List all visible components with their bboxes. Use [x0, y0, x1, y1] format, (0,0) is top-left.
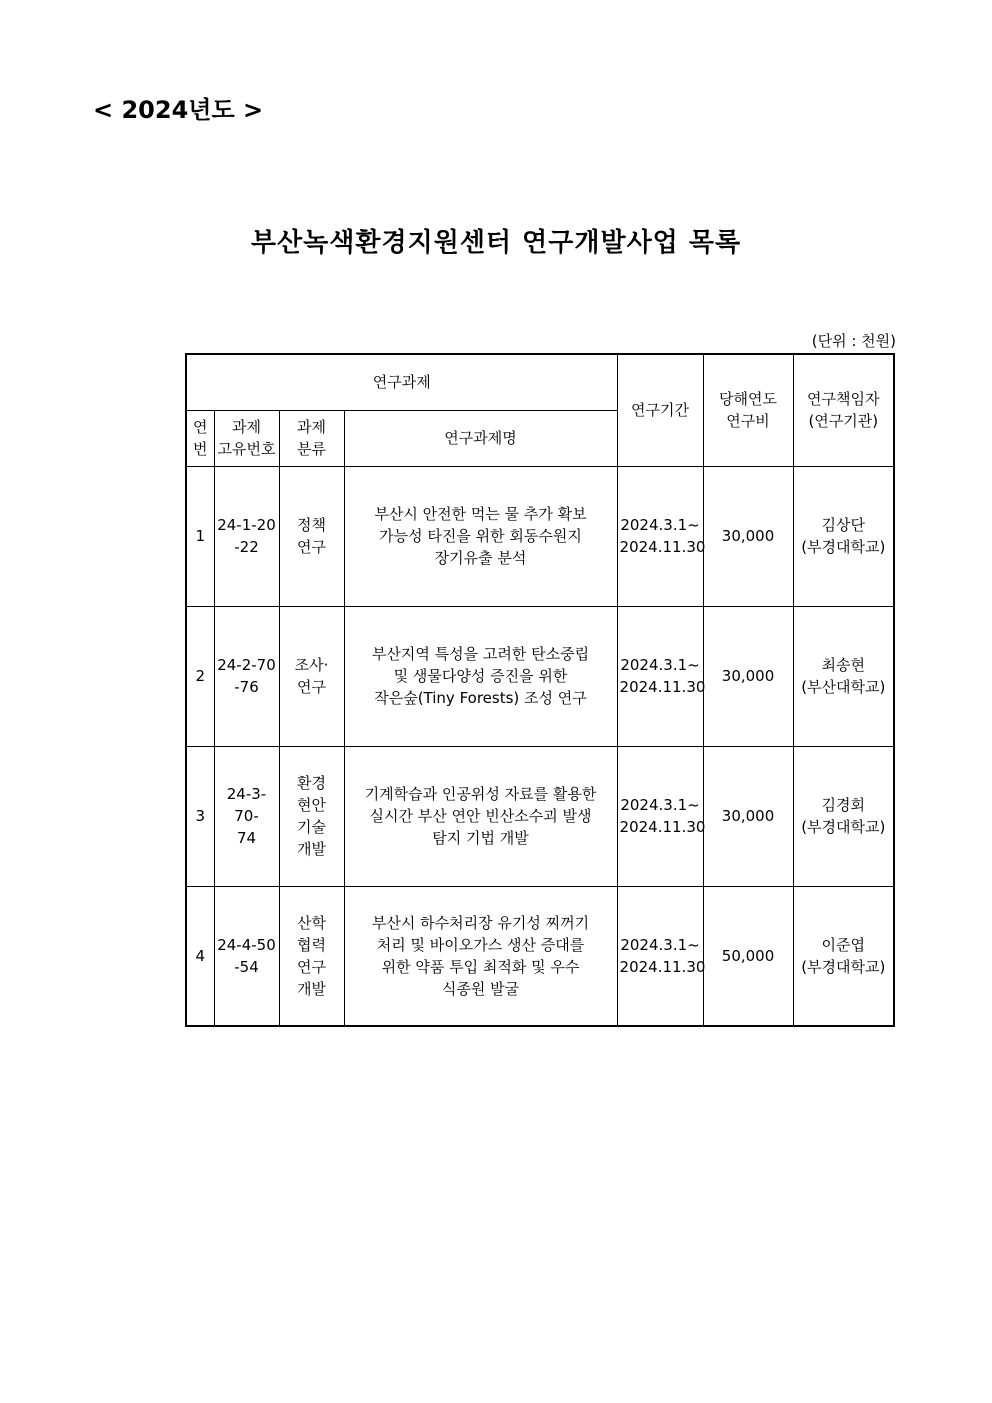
row-name: 부산시 안전한 먹는 물 추가 확보 가능성 타진을 위한 회동수원지 장기유출 분석: [344, 466, 617, 606]
header-category: 과제 분류: [279, 410, 344, 466]
row-lead: 김경회 (부경대학교): [793, 746, 894, 886]
row-period: 2024.3.1~ 2024.11.30: [617, 466, 703, 606]
table-row: [186, 606, 894, 746]
header-code: 과제 고유번호: [214, 410, 279, 466]
row-code: 24-3-70- 74: [214, 746, 279, 886]
row-budget: 30,000: [703, 606, 793, 746]
table-row: [186, 886, 894, 1026]
row-name: 부산지역 특성을 고려한 탄소중립 및 생물다양성 증진을 위한 작은숲(Tiny Forests) 조성 연구: [344, 606, 617, 746]
row-seq: 3: [186, 746, 214, 886]
header-lead: 연구책임자 (연구기관): [793, 354, 894, 466]
row-period: 2024.3.1~ 2024.11.30: [617, 746, 703, 886]
row-period: 2024.3.1~ 2024.11.30: [617, 886, 703, 1026]
year-label: < 2024년도 >: [93, 96, 264, 124]
header-seq: 연 번: [186, 410, 214, 466]
unit-note: (단위 : 천원): [811, 332, 896, 350]
row-budget: 30,000: [703, 466, 793, 606]
header-row-1: [186, 354, 894, 410]
row-category: 환경 현안 기술 개발: [279, 746, 344, 886]
row-budget: 30,000: [703, 746, 793, 886]
row-code: 24-2-70 -76: [214, 606, 279, 746]
row-category: 정책 연구: [279, 466, 344, 606]
row-name: 부산시 하수처리장 유기성 찌꺼기 처리 및 바이오가스 생산 증대를 위한 약품 투입 최적화 및 우수 식종원 발굴: [344, 886, 617, 1026]
row-lead: 이준엽 (부경대학교): [793, 886, 894, 1026]
row-period: 2024.3.1~ 2024.11.30: [617, 606, 703, 746]
row-lead: 최송현 (부산대학교): [793, 606, 894, 746]
row-code: 24-1-20 -22: [214, 466, 279, 606]
header-budget: 당해연도 연구비: [703, 354, 793, 466]
row-category: 조사· 연구: [279, 606, 344, 746]
row-lead: 김상단 (부경대학교): [793, 466, 894, 606]
document-title: 부산녹색환경지원센터 연구개발사업 목록: [250, 228, 742, 258]
row-seq: 4: [186, 886, 214, 1026]
header-group: 연구과제: [186, 354, 617, 410]
row-name: 기계학습과 인공위성 자료를 활용한 실시간 부산 연안 빈산소수괴 발생 탐지 기법 개발: [344, 746, 617, 886]
row-budget: 50,000: [703, 886, 793, 1026]
header-name: 연구과제명: [344, 410, 617, 466]
table-row: [186, 746, 894, 886]
table-row: [186, 466, 894, 606]
row-code: 24-4-50 -54: [214, 886, 279, 1026]
row-seq: 2: [186, 606, 214, 746]
header-period: 연구기간: [617, 354, 703, 466]
row-category: 산학 협력 연구 개발: [279, 886, 344, 1026]
row-seq: 1: [186, 466, 214, 606]
projects-table: [185, 353, 895, 1027]
